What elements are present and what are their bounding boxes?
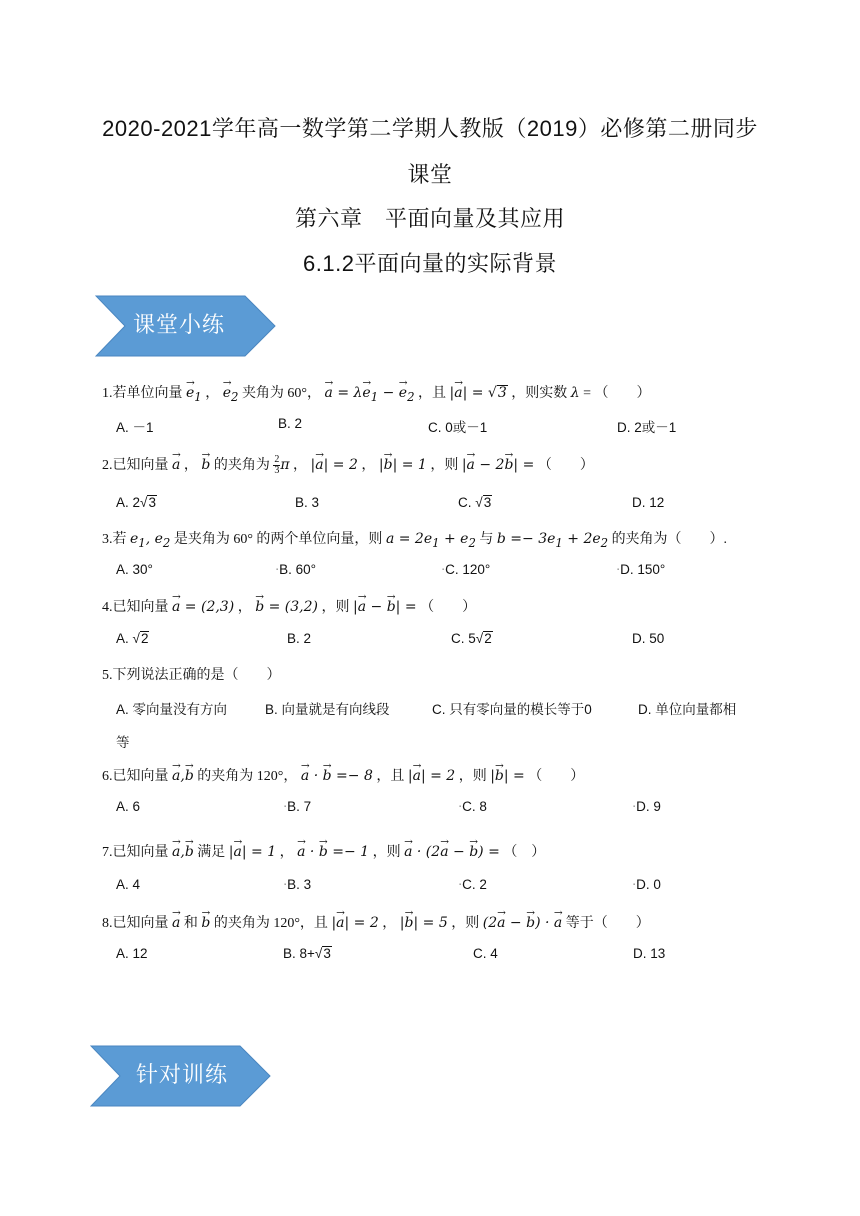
question-2: 2.已知向量 → a ， → b 的夹角为 $\frac{2}{3}$ π ， |→ a| = 2 ， |→ b| = 1 ，则 |→ a − 2→ b| = （ ） bbox=[102, 454, 594, 476]
q7-option-b: ▪B. 3 bbox=[284, 877, 312, 892]
section-title: 6.1.2平面向量的实际背景 bbox=[303, 251, 557, 276]
q6-option-a: A. 6 bbox=[116, 799, 141, 814]
practice-banner bbox=[95, 295, 295, 357]
q7-option-c: ▪C. 2 bbox=[459, 877, 487, 892]
q6-option-b: ▪B. 7 bbox=[284, 799, 312, 814]
q6-option-c: ▪C. 8 bbox=[459, 799, 487, 814]
doc-title-line2: 课堂 bbox=[407, 162, 453, 187]
q1-option-b: B. 2 bbox=[278, 416, 303, 431]
q3-option-d: ▪D. 150° bbox=[617, 562, 666, 577]
question-1: 1.若单位向量 → $e_1$ ， → $e_2$ 夹角为 60°， → $a = \lambda\to e_1$ − → $e_2$ ，且 |→ a| = √3 ，则实数 λ = （ ） bbox=[102, 382, 651, 404]
q3-option-c: ▪C. 120° bbox=[442, 562, 491, 577]
q2-option-a: A. 2√3 bbox=[116, 495, 156, 510]
q6-option-d: ▪D. 9 bbox=[633, 799, 661, 814]
q5-option-d: D. 单位向量都相 bbox=[638, 702, 737, 717]
q4-option-c: C. 5√2 bbox=[451, 631, 492, 646]
q4-option-a: A. √2 bbox=[116, 631, 149, 646]
q5-option-c: C. 只有零向量的模长等于0 bbox=[432, 702, 592, 717]
training-banner bbox=[90, 1045, 290, 1107]
q1-option-c: C. 0或－1 bbox=[428, 420, 488, 435]
q1-option-a: A. －1 bbox=[116, 420, 154, 435]
q1-option-d: D. 2或－1 bbox=[617, 420, 677, 435]
question-7: 7.已知向量 → a,→ b 满足 |→ a| = 1 ， → a · → b =− 1 ，则 → a · (2→ a − → b) = （ ） bbox=[102, 841, 545, 861]
q5-option-b: B. 向量就是有向线段 bbox=[265, 702, 390, 717]
q2-option-b: B. 3 bbox=[295, 495, 320, 510]
q2-option-d: D. 12 bbox=[632, 495, 665, 510]
question-3: 3.若 $e_1$, $e_2$ 是夹角为 60° 的两个单位向量，则 $a = 2e_1 + e_2$ 与 $b =- 3e_1 + 2e_2$ 的夹角为（ ）. bbox=[102, 531, 728, 550]
q5-option-a: A. 零向量没有方向 bbox=[116, 702, 228, 717]
question-8: 8.已知向量 → a 和 → b 的夹角为 120°，且 |→ a| = 2 ， |→ b| = 5 ，则 (2→ a − → b) · → a 等于（ ） bbox=[102, 912, 650, 932]
question-6: 6.已知向量 → a,→ b 的夹角为 120°， → a · → b =− 8 ，且 |→ a| = 2 ，则 |→ b| = （ ） bbox=[102, 765, 584, 785]
q4-option-d: D. 50 bbox=[632, 631, 665, 646]
q8-option-b: B. 8+√3 bbox=[283, 946, 331, 961]
q8-option-a: A. 12 bbox=[116, 946, 148, 961]
doc-title-line1: 2020-2021学年高一数学第二学期人教版（2019）必修第二册同步 bbox=[102, 116, 758, 141]
q5-option-d-continued: 等 bbox=[116, 735, 130, 750]
question-5: 5.下列说法正确的是（ ） bbox=[102, 668, 281, 683]
q8-option-c: C. 4 bbox=[473, 946, 498, 961]
q3-option-b: ▪B. 60° bbox=[276, 562, 317, 577]
q3-option-a: A. 30° bbox=[116, 562, 153, 577]
training-banner-label: 针对训练 bbox=[136, 1063, 229, 1088]
q7-option-a: A. 4 bbox=[116, 877, 141, 892]
q2-option-c: C. √3 bbox=[458, 495, 492, 510]
q7-option-d: ▪D. 0 bbox=[633, 877, 661, 892]
chapter-title: 第六章 平面向量及其应用 bbox=[294, 206, 565, 231]
question-4: 4.已知向量 → a = (2,3) ， → b = (3,2) ，则 |→ a − → b| = （ ） bbox=[102, 596, 476, 616]
q4-option-b: B. 2 bbox=[287, 631, 312, 646]
practice-banner-label: 课堂小练 bbox=[133, 313, 226, 338]
q8-option-d: D. 13 bbox=[633, 946, 666, 961]
